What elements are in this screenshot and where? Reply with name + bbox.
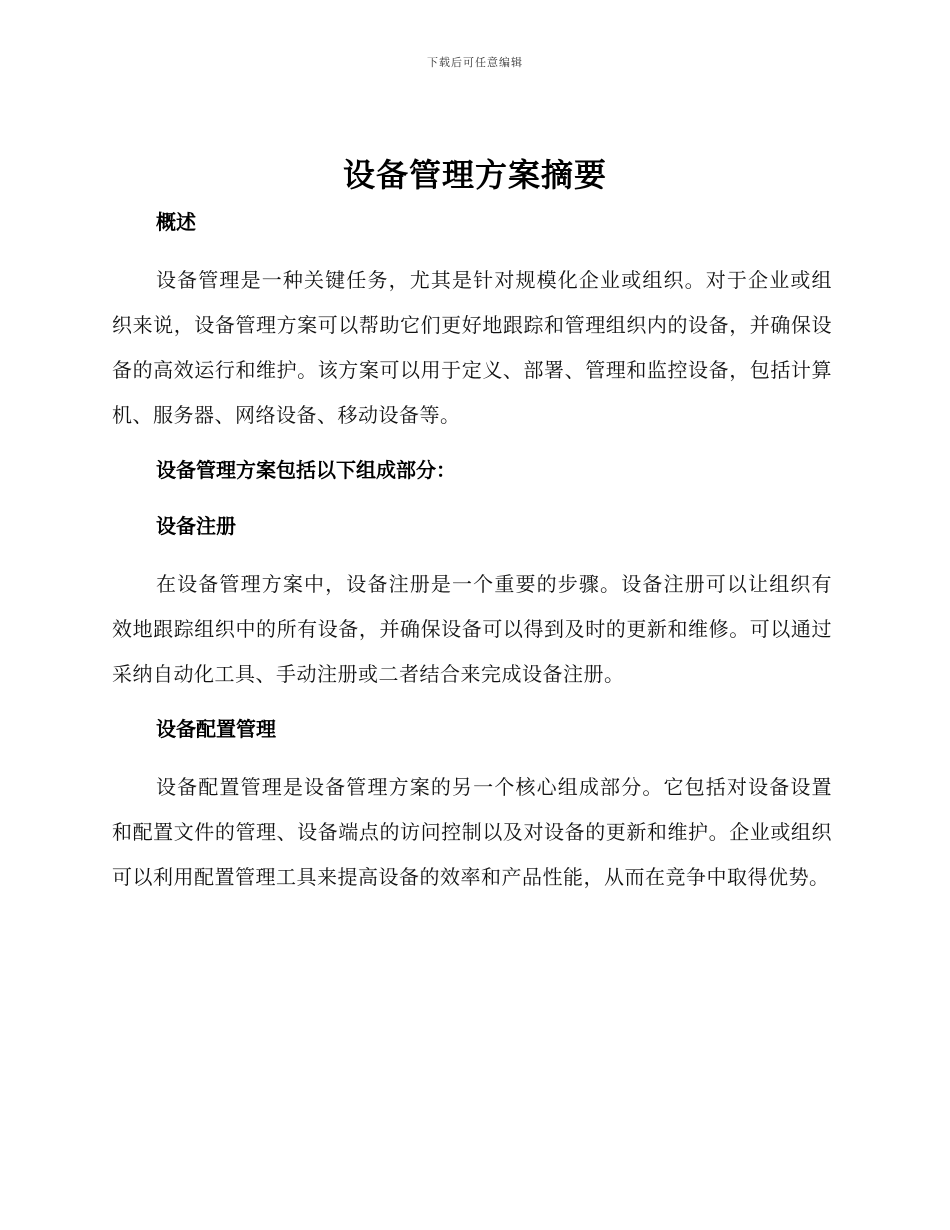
registration-heading: 设备注册 <box>156 514 236 538</box>
config-heading: 设备配置管理 <box>156 717 276 741</box>
header-note: 下载后可任意编辑 <box>427 56 523 69</box>
document-title: 设备管理方案摘要 <box>342 156 607 194</box>
config-paragraph: 设备配置管理是设备管理方案的另一个核心组成部分。它包括对设备设置和配置文件的管理、设备端点的访问控制以及对设备的更新和维护。企业或组织可以利用配置管理工具来提高设备的效率和产品性能，从而在竞争中取得优势。 <box>112 775 832 889</box>
overview-paragraph: 设备管理是一种关键任务，尤其是针对规模化企业或组织。对于企业或组织来说，设备管理方案可以帮助它们更好地跟踪和管理组织内的设备，并确保设备的高效运行和维护。该方案可以用于定义、部署、管理和监控设备，包括计算机、服务器、网络设备、移动设备等。 <box>112 268 832 427</box>
components-heading: 设备管理方案包括以下组成部分： <box>156 458 456 482</box>
overview-heading: 概述 <box>156 210 196 234</box>
document-body <box>112 206 832 900</box>
registration-paragraph: 在设备管理方案中，设备注册是一个重要的步骤。设备注册可以让组织有效地跟踪组织中的所有设备，并确保设备可以得到及时的更新和维修。可以通过采纳自动化工具、手动注册或二者结合来完成设备注册。 <box>112 572 832 686</box>
